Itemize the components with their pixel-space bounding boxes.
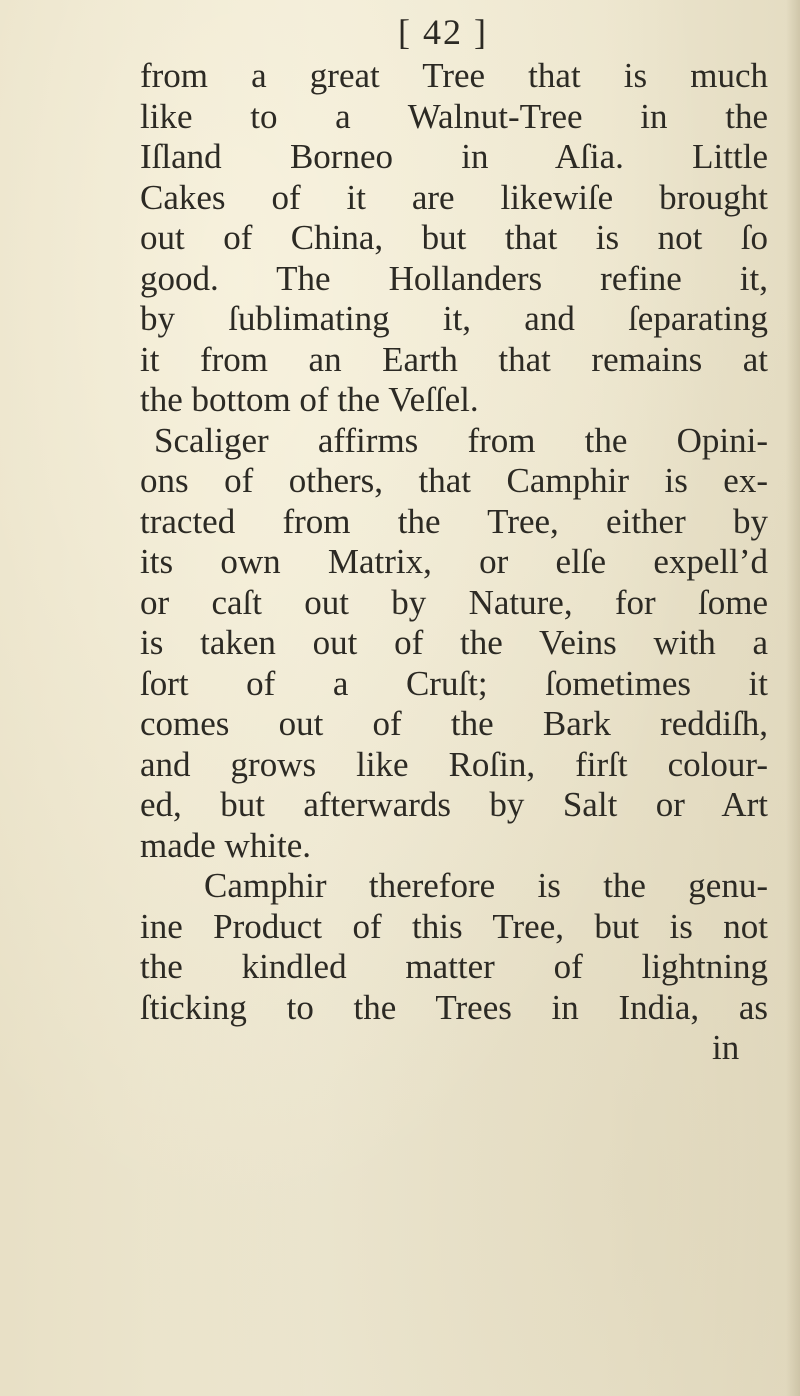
text-line: ine Product of this Tree, but is not bbox=[140, 906, 768, 946]
catchword: in bbox=[712, 1028, 740, 1067]
text-line: and grows like Roſin, firſt colour- bbox=[140, 744, 768, 784]
page-gutter-shadow bbox=[786, 0, 800, 1396]
text-line: it from an Earth that remains at bbox=[140, 339, 768, 379]
text-line: good. The Hollanders refine it, bbox=[140, 258, 768, 298]
text-line: tracted from the Tree, either by bbox=[140, 501, 768, 541]
text-line: ſticking to the Trees in India, as bbox=[140, 987, 768, 1027]
text-line: or caſt out by Nature, for ſome bbox=[140, 582, 768, 622]
text-line: from a great Tree that is much bbox=[140, 56, 768, 95]
text-line: ſort of a Cruſt; ſometimes it bbox=[140, 663, 768, 703]
text-line: Iſland Borneo in Aſia. Little bbox=[140, 137, 768, 176]
text-line: the bottom of the Veſſel. bbox=[140, 380, 479, 419]
text-line: is taken out of the Veins with a bbox=[140, 623, 768, 662]
text-line: out of China, but that is not ſo bbox=[140, 218, 768, 257]
text-line: comes out of the Bark reddiſh, bbox=[140, 704, 768, 743]
text-line: Camphir therefore is the genu- bbox=[204, 866, 768, 905]
body-text bbox=[140, 56, 768, 1069]
text-line: its own Matrix, or elſe expell’d bbox=[140, 542, 768, 581]
text-line: made white. bbox=[140, 825, 312, 865]
text-line: the kindled matter of lightning bbox=[140, 947, 768, 986]
text-line: like to a Walnut-Tree in the bbox=[140, 96, 768, 136]
text-line: by ſublimating it, and ſeparating bbox=[140, 299, 768, 338]
catchword-line bbox=[140, 1028, 768, 1069]
page-number: [ 42 ] bbox=[398, 12, 488, 52]
text-line: Cakes of it are likewiſe brought bbox=[140, 177, 768, 217]
text-line: Scaliger affirms from the Opini- bbox=[154, 420, 768, 460]
text-line: ons of others, that Camphir is ex- bbox=[140, 461, 768, 500]
text-line: ed, but afterwards by Salt or Art bbox=[140, 785, 768, 824]
